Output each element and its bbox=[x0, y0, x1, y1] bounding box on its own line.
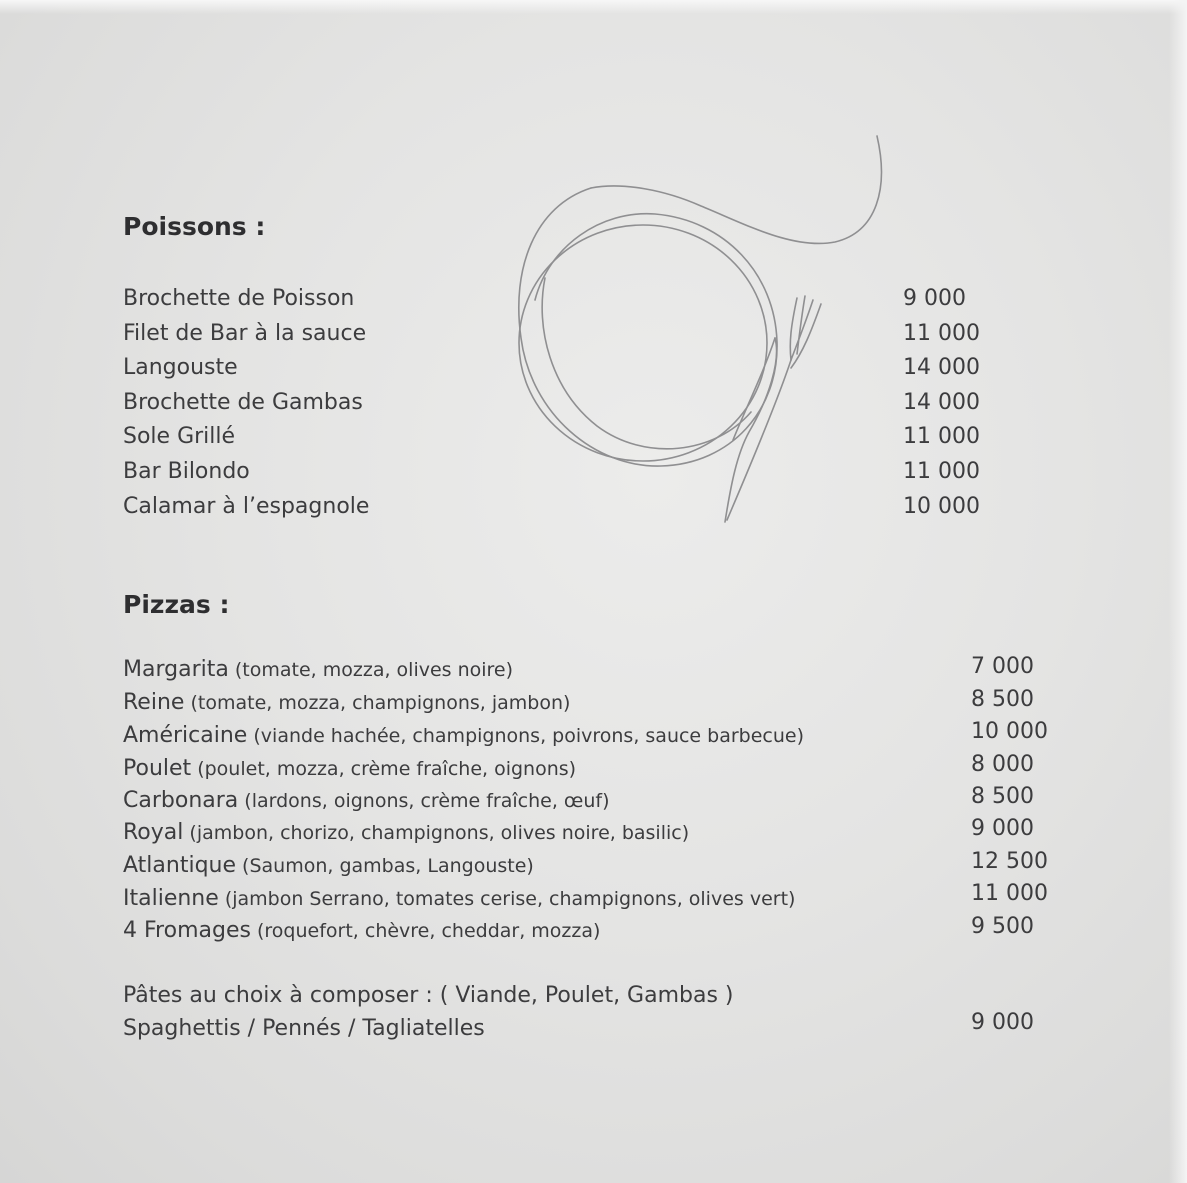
menu-item-name: Reine bbox=[123, 690, 185, 715]
menu-item-name: Poulet bbox=[123, 756, 192, 781]
section-title-pizzas: Pizzas : bbox=[123, 590, 230, 619]
menu-item-name: Bar Bilondo bbox=[123, 459, 250, 484]
menu-item bbox=[123, 886, 795, 911]
paper-top-edge bbox=[0, 0, 1187, 14]
menu-item-price: 8 000 bbox=[971, 752, 1034, 777]
menu-item bbox=[123, 820, 689, 845]
menu-item-price: 12 500 bbox=[971, 849, 1048, 874]
menu-item bbox=[123, 756, 576, 781]
menu-item bbox=[123, 723, 804, 748]
menu-item-price: 7 000 bbox=[971, 654, 1034, 679]
menu-item-name: Italienne bbox=[123, 886, 219, 911]
menu-item-price: 9 000 bbox=[903, 286, 966, 311]
menu-item-ingredients: (Saumon, gambas, Langouste) bbox=[236, 855, 534, 877]
menu-item-name: Atlantique bbox=[123, 853, 237, 878]
menu-item bbox=[123, 853, 534, 878]
menu-item-ingredients: (viande hachée, champignons, poivrons, sauce barbecue) bbox=[247, 725, 805, 747]
menu-item-price: 10 000 bbox=[971, 719, 1048, 744]
menu-item-ingredients: (poulet, mozza, crème fraîche, oignons) bbox=[191, 758, 577, 780]
menu-item-price: 11 000 bbox=[903, 321, 980, 346]
menu-item-price: 10 000 bbox=[903, 494, 980, 519]
menu-item-price: 14 000 bbox=[903, 390, 980, 415]
menu-item-price: 8 500 bbox=[971, 784, 1034, 809]
pates-types-line: Spaghettis / Pennés / Tagliatelles bbox=[123, 1016, 485, 1041]
menu-item-price: 11 000 bbox=[971, 881, 1048, 906]
menu-item-name: Sole Grillé bbox=[123, 424, 236, 449]
section-title-poissons: Poissons : bbox=[123, 212, 266, 241]
menu-item-name: Calamar à l’espagnole bbox=[123, 494, 370, 519]
menu-item-name: Langouste bbox=[123, 355, 238, 380]
menu-item-ingredients: (jambon Serrano, tomates cerise, champignons, olives vert) bbox=[218, 888, 796, 910]
menu-item-ingredients: (tomate, mozza, champignons, jambon) bbox=[184, 692, 571, 714]
menu-item-price: 8 500 bbox=[971, 687, 1034, 712]
menu-item bbox=[123, 657, 513, 682]
menu-item-name: Carbonara bbox=[123, 788, 239, 813]
paper-right-edge bbox=[1169, 0, 1187, 1183]
menu-item bbox=[123, 690, 570, 715]
pates-choice-line: Pâtes au choix à composer : ( Viande, Poulet, Gambas ) bbox=[123, 983, 734, 1008]
menu-item bbox=[123, 788, 610, 813]
menu-item-price: 9 000 bbox=[971, 816, 1034, 841]
menu-item-name: Américaine bbox=[123, 723, 248, 748]
menu-item-name: 4 Fromages bbox=[123, 918, 251, 943]
menu-item-name: Royal bbox=[123, 820, 184, 845]
menu-item-price: 11 000 bbox=[903, 459, 980, 484]
pates-price: 9 000 bbox=[971, 1010, 1034, 1035]
menu-item-name: Brochette de Poisson bbox=[123, 286, 355, 311]
plate-fork-knife-icon bbox=[505, 128, 895, 528]
menu-item-price: 9 500 bbox=[971, 914, 1034, 939]
menu-item-price: 11 000 bbox=[903, 424, 980, 449]
menu-item-ingredients: (roquefort, chèvre, cheddar, mozza) bbox=[250, 920, 601, 942]
menu-item-name: Brochette de Gambas bbox=[123, 390, 363, 415]
menu-item bbox=[123, 918, 600, 943]
menu-item-ingredients: (jambon, chorizo, champignons, olives noire, basilic) bbox=[183, 822, 690, 844]
menu-item-ingredients: (lardons, oignons, crème fraîche, œuf) bbox=[238, 790, 610, 812]
menu-item-name: Margarita bbox=[123, 657, 229, 682]
menu-item-ingredients: (tomate, mozza, olives noire) bbox=[228, 659, 514, 681]
menu-item-price: 14 000 bbox=[903, 355, 980, 380]
menu-item-name: Filet de Bar à la sauce bbox=[123, 321, 367, 346]
